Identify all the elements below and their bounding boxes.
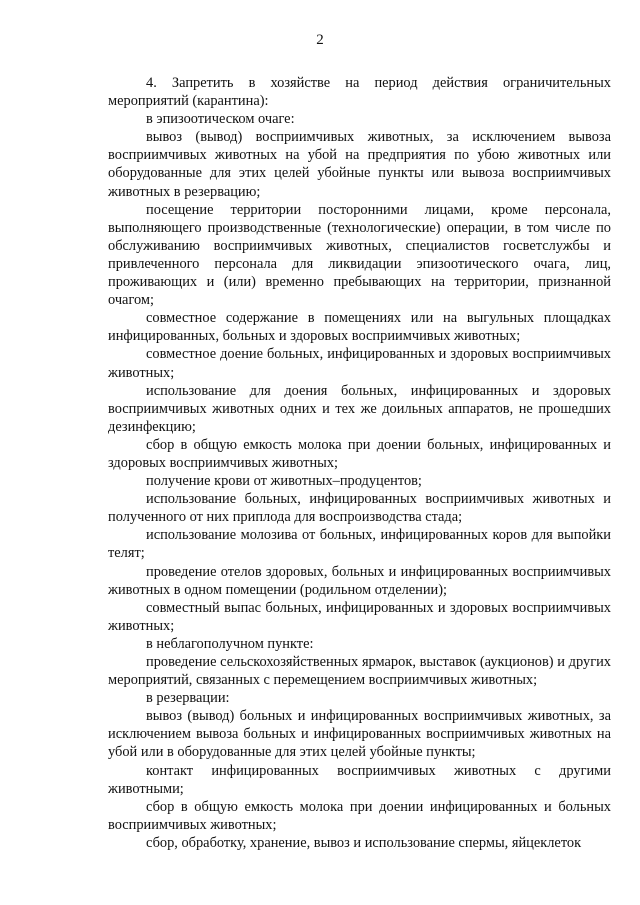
paragraph-animal-contact: контакт инфицированных восприимчивых животных с другими животными; xyxy=(108,762,611,797)
paragraph-reservation-export: вывоз (вывод) больных и инфицированных восприимчивых животных, за исключением вывоза больных и инфицированных восприимчивых животных на убой или в оборудованные для этих целей убойные пункты; xyxy=(108,708,611,761)
paragraph-fairs-exhibitions: проведение сельскохозяйственных ярмарок, выставок (аукционов) и других мероприятий, связанных с перемещением восприимчивых животных; xyxy=(108,654,611,689)
paragraph-reservation-milk-collection: сбор в общую емкость молока при доении инфицированных и больных восприимчивых животных; xyxy=(108,798,611,833)
paragraph-blood-collection: получение крови от животных–продуцентов; xyxy=(146,473,422,490)
paragraph-milk-collection: сбор в общую емкость молока при доении больных, инфицированных и здоровых восприимчивых животных; xyxy=(108,436,611,471)
paragraph-ban-heading: 4. Запретить в хозяйстве на период действия ограничительных мероприятий (карантина): xyxy=(108,75,611,110)
paragraph-animal-export: вывоз (вывод) восприимчивых животных, за исключением вывоза восприимчивых животных на убой на предприятия по убою животных или оборудованные для этих целей убойные пункты или вывоза восприимчивых животных в резервацию; xyxy=(108,129,611,200)
paragraph-calving: проведение отелов здоровых, больных и инфицированных восприимчивых животных в одном помещении (родильном отделении); xyxy=(108,563,611,598)
paragraph-colostrum-use: использование молозива от больных, инфицированных коров для выпойки телят; xyxy=(108,527,611,562)
paragraph-epizootic-focus-heading: в эпизоотическом очаге: xyxy=(146,111,295,128)
paragraph-joint-milking: совместное доение больных, инфицированных и здоровых восприимчивых животных; xyxy=(108,346,611,381)
page-number: 2 xyxy=(316,32,324,48)
paragraph-reservation-heading: в резервации: xyxy=(146,690,230,707)
paragraph-visitor-access: посещение территории посторонними лицами, кроме персонала, выполняющего производственные (технологические) операции, в том числе по обслуживанию восприимчивых животных, специалистов госветслужбы и привлеченного персонала для ликвидации эпизоотического очага, лиц, проживающих и (или) временно пребывающих на территории, признанной очагом; xyxy=(108,201,611,309)
paragraph-shared-milking-machines: использование для доения больных, инфицированных и здоровых восприимчивых животных одних и тех же доильных аппаратов, не прошедших дезинфекцию; xyxy=(108,382,611,435)
paragraph-sperm-eggs: сбор, обработку, хранение, вывоз и использование спермы, яйцеклеток xyxy=(146,834,582,851)
document-body xyxy=(108,74,611,852)
paragraph-unfavorable-point-heading: в неблагополучном пункте: xyxy=(146,635,314,652)
paragraph-joint-keeping: совместное содержание в помещениях или на выгульных площадках инфицированных, больных и здоровых восприимчивых животных; xyxy=(108,310,611,345)
paragraph-herd-reproduction: использование больных, инфицированных восприимчивых животных и полученного от них приплода для воспроизводства стада; xyxy=(108,491,611,526)
paragraph-joint-grazing: совместный выпас больных, инфицированных и здоровых восприимчивых животных; xyxy=(108,599,611,634)
